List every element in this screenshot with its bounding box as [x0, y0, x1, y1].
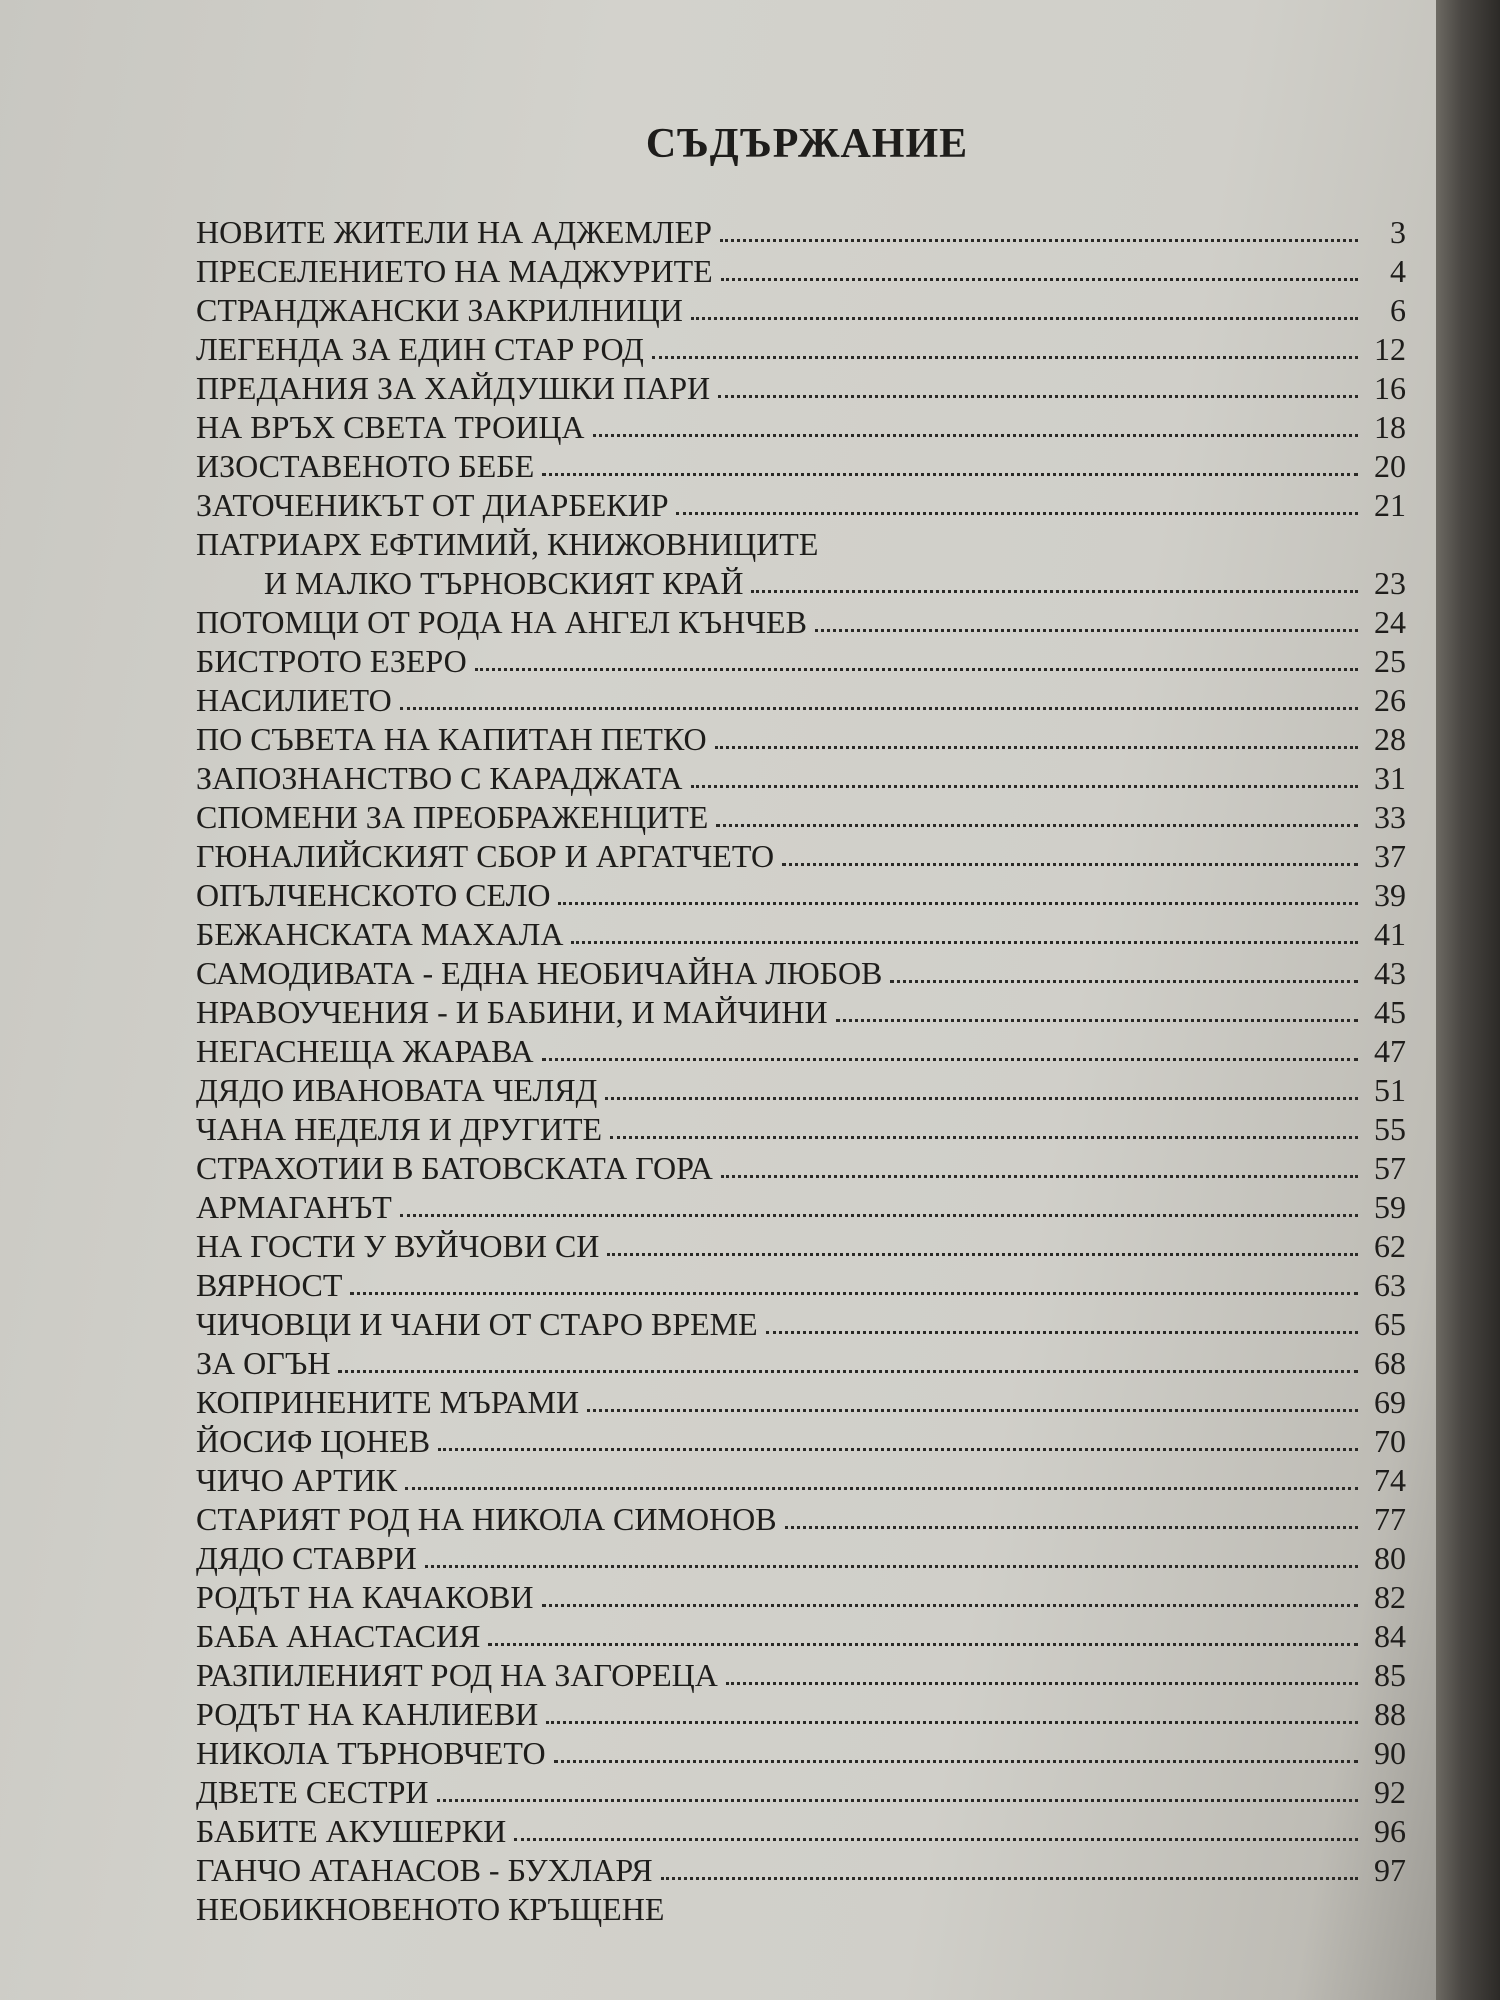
toc-entry [196, 1031, 1406, 1070]
toc-entry-title: БИСТРОТО ЕЗЕРО [196, 643, 467, 679]
dot-leader [488, 1643, 1358, 1646]
toc-entry [196, 290, 1406, 329]
toc-page-number: 21 [1374, 487, 1406, 523]
toc-page-number: 69 [1374, 1384, 1406, 1420]
dot-leader [605, 1097, 1358, 1100]
toc-entry-title: БАБИТЕ АКУШЕРКИ [196, 1813, 507, 1849]
toc-entry [196, 1226, 1406, 1265]
toc-page-number: 33 [1374, 799, 1406, 835]
toc-entry-title: ЙОСИФ ЦОНЕВ [196, 1423, 431, 1459]
dot-leader [718, 395, 1358, 398]
toc-entry-title: ПРЕДАНИЯ ЗА ХАЙДУШКИ ПАРИ [196, 370, 711, 406]
toc-entry-continuation [196, 563, 1406, 602]
toc-page-number: 85 [1374, 1657, 1406, 1693]
toc-entry-title: СТАРИЯТ РОД НА НИКОЛА СИМОНОВ [196, 1501, 777, 1537]
toc-entry [196, 758, 1406, 797]
dot-leader [587, 1409, 1358, 1412]
toc-entry-title: НА ГОСТИ У ВУЙЧОВИ СИ [196, 1228, 600, 1264]
toc-page-number: 28 [1374, 721, 1406, 757]
toc-page-number: 59 [1374, 1189, 1406, 1225]
toc-page-number: 25 [1374, 643, 1406, 679]
dot-leader [514, 1838, 1358, 1841]
toc-page-number: 16 [1374, 370, 1406, 406]
toc-entry [196, 1070, 1406, 1109]
toc-page-number: 92 [1374, 1774, 1406, 1810]
toc-entry [196, 524, 1406, 563]
toc-entry [196, 992, 1406, 1031]
toc-entry [196, 1304, 1406, 1343]
dot-leader [558, 902, 1358, 905]
dot-leader [691, 785, 1358, 788]
toc-entry [196, 1772, 1406, 1811]
toc-entry-title: ДВЕТЕ СЕСТРИ [196, 1774, 429, 1810]
toc-entry [196, 953, 1406, 992]
toc-page-number: 57 [1374, 1150, 1406, 1186]
dot-leader [554, 1760, 1358, 1763]
toc-page-number: 37 [1374, 838, 1406, 874]
toc-page-number: 41 [1374, 916, 1406, 952]
toc-entry-title: ДЯДО ИВАНОВАТА ЧЕЛЯД [196, 1072, 598, 1108]
toc-entry-title: РОДЪТ НА КАНЛИЕВИ [196, 1696, 539, 1732]
toc-page-number: 18 [1374, 409, 1406, 445]
toc-entry [196, 1343, 1406, 1382]
dot-leader [593, 434, 1358, 437]
toc-entry [196, 641, 1406, 680]
toc-entry [196, 1616, 1406, 1655]
toc-entry [196, 797, 1406, 836]
dot-leader [716, 824, 1358, 827]
toc-entry [196, 1889, 1406, 1928]
toc-page-number: 3 [1390, 214, 1406, 250]
toc-page-number: 31 [1374, 760, 1406, 796]
toc-entry-title: ЛЕГЕНДА ЗА ЕДИН СТАР РОД [196, 331, 644, 367]
dot-leader [721, 278, 1358, 281]
dot-leader [691, 317, 1358, 320]
toc-page-number: 26 [1374, 682, 1406, 718]
dot-leader [405, 1487, 1358, 1490]
dot-leader [610, 1136, 1358, 1139]
toc-page-number: 62 [1374, 1228, 1406, 1264]
toc-page-number: 77 [1374, 1501, 1406, 1537]
toc-page-number: 4 [1390, 253, 1406, 289]
toc-entry-title: НОВИТЕ ЖИТЕЛИ НА АДЖЕМЛЕР [196, 214, 712, 250]
dot-leader [400, 707, 1358, 710]
dot-leader [475, 668, 1358, 671]
dot-leader [438, 1448, 1358, 1451]
toc-entry [196, 1499, 1406, 1538]
toc-entry [196, 212, 1406, 251]
dot-leader [607, 1253, 1358, 1256]
toc-entry-title: САМОДИВАТА - ЕДНА НЕОБИЧАЙНА ЛЮБОВ [196, 955, 883, 991]
toc-entry-title: ОПЪЛЧЕНСКОТО СЕЛО [196, 877, 551, 913]
toc-page-number: 47 [1374, 1033, 1406, 1069]
toc-entry-title: ВЯРНОСТ [196, 1267, 343, 1303]
toc-page-number: 74 [1374, 1462, 1406, 1498]
toc-page-number: 6 [1390, 292, 1406, 328]
toc-entry [196, 1265, 1406, 1304]
toc-entry [196, 407, 1406, 446]
toc-entry [196, 329, 1406, 368]
toc-entry [196, 1148, 1406, 1187]
toc-entry-title: БАБА АНАСТАСИЯ [196, 1618, 481, 1654]
toc-entry-title: СТРАХОТИИ В БАТОВСКАТА ГОРА [196, 1150, 713, 1186]
toc-entry-title: ЧИЧОВЦИ И ЧАНИ ОТ СТАРО ВРЕМЕ [196, 1306, 758, 1342]
toc-entry [196, 1460, 1406, 1499]
toc-entry [196, 1538, 1406, 1577]
dot-leader [726, 1682, 1358, 1685]
toc-entry-title: ПРЕСЕЛЕНИЕТО НА МАДЖУРИТЕ [196, 253, 713, 289]
page-edge-shadow [1436, 0, 1500, 2000]
dot-leader [720, 239, 1358, 242]
toc-page-number: 51 [1374, 1072, 1406, 1108]
toc-entry [196, 1187, 1406, 1226]
toc-entry-title: ПАТРИАРХ ЕФТИМИЙ, КНИЖОВНИЦИТЕ [196, 526, 819, 562]
toc-page-number: 84 [1374, 1618, 1406, 1654]
toc-page-number: 65 [1374, 1306, 1406, 1342]
dot-leader [890, 980, 1358, 983]
toc-entry-title: ИЗОСТАВЕНОТО БЕБЕ [196, 448, 535, 484]
dot-leader [542, 473, 1358, 476]
toc-page-number: 55 [1374, 1111, 1406, 1147]
toc-page-number: 88 [1374, 1696, 1406, 1732]
toc-entry-title: НЕОБИКНОВЕНОТО КРЪЩЕНЕ [196, 1891, 665, 1927]
toc-entry-title: ЧАНА НЕДЕЛЯ И ДРУГИТЕ [196, 1111, 603, 1147]
toc-entry-title: ЗАПОЗНАНСТВО С КАРАДЖАТА [196, 760, 683, 796]
toc-entry [196, 1382, 1406, 1421]
toc-page-number: 70 [1374, 1423, 1406, 1459]
toc-entry [196, 368, 1406, 407]
toc-entry-title: КОПРИНЕНИТЕ МЪРАМИ [196, 1384, 580, 1420]
toc-page-number: 23 [1374, 565, 1406, 601]
toc-entry [196, 914, 1406, 953]
toc-page-number: 90 [1374, 1735, 1406, 1771]
dot-leader [437, 1799, 1359, 1802]
toc-entry-title: НЕГАСНЕЩА ЖАРАВА [196, 1033, 534, 1069]
toc-page-number: 20 [1374, 448, 1406, 484]
toc-entry [196, 251, 1406, 290]
dot-leader [546, 1721, 1358, 1724]
toc-page-number: 68 [1374, 1345, 1406, 1381]
page-title: СЪДЪРЖАНИЕ [645, 121, 969, 167]
toc-entry-title: ПОТОМЦИ ОТ РОДА НА АНГЕЛ КЪНЧЕВ [196, 604, 807, 640]
dot-leader [676, 512, 1358, 515]
toc-page-number: 96 [1374, 1813, 1406, 1849]
dot-leader [785, 1526, 1358, 1529]
toc-entry-title: БЕЖАНСКАТА МАХАЛА [196, 916, 564, 952]
toc-entry-title: РОДЪТ НА КАЧАКОВИ [196, 1579, 534, 1615]
dot-leader [652, 356, 1358, 359]
toc-page-number: 45 [1374, 994, 1406, 1030]
toc-entry-title: НАСИЛИЕТО [196, 682, 392, 718]
table-of-contents [196, 212, 1406, 1928]
toc-page-number: 43 [1374, 955, 1406, 991]
toc-page-number: 24 [1374, 604, 1406, 640]
dot-leader [542, 1058, 1358, 1061]
dot-leader [661, 1877, 1358, 1880]
toc-entry-title: ГЮНАЛИЙСКИЯТ СБОР И АРГАТЧЕТО [196, 838, 775, 874]
toc-entry [196, 1694, 1406, 1733]
dot-leader [400, 1214, 1358, 1217]
dot-leader [542, 1604, 1359, 1607]
dot-leader [782, 863, 1358, 866]
toc-entry [196, 836, 1406, 875]
toc-entry [196, 485, 1406, 524]
dot-leader [715, 746, 1358, 749]
toc-entry-title: ЗА ОГЪН [196, 1345, 331, 1381]
toc-entry-title: ЧИЧО АРТИК [196, 1462, 398, 1498]
dot-leader [836, 1019, 1358, 1022]
toc-page-number: 39 [1374, 877, 1406, 913]
toc-entry [196, 719, 1406, 758]
toc-entry-title: НА ВРЪХ СВЕТА ТРОИЦА [196, 409, 585, 445]
toc-entry [196, 1733, 1406, 1772]
toc-entry-title: ДЯДО СТАВРИ [196, 1540, 417, 1576]
toc-page-number: 12 [1374, 331, 1406, 367]
toc-entry [196, 1850, 1406, 1889]
toc-entry-title: АРМАГАНЪТ [196, 1189, 392, 1225]
toc-entry-title: РАЗПИЛЕНИЯТ РОД НА ЗАГОРЕЦА [196, 1657, 718, 1693]
toc-page-number: 97 [1374, 1852, 1406, 1888]
toc-entry [196, 875, 1406, 914]
toc-entry [196, 1577, 1406, 1616]
toc-entry-title: И МАЛКО ТЪРНОВСКИЯТ КРАЙ [264, 565, 744, 601]
dot-leader [721, 1175, 1358, 1178]
toc-entry [196, 680, 1406, 719]
dot-leader [350, 1292, 1358, 1295]
dot-leader [751, 590, 1358, 593]
toc-entry [196, 446, 1406, 485]
toc-entry-title: ПО СЪВЕТА НА КАПИТАН ПЕТКО [196, 721, 707, 757]
toc-entry-title: НРАВОУЧЕНИЯ - И БАБИНИ, И МАЙЧИНИ [196, 994, 828, 1030]
dot-leader [815, 629, 1358, 632]
dot-leader [571, 941, 1358, 944]
toc-page-number: 63 [1374, 1267, 1406, 1303]
dot-leader [766, 1331, 1358, 1334]
toc-entry [196, 602, 1406, 641]
dot-leader [425, 1565, 1358, 1568]
toc-entry-title: ГАНЧО АТАНАСОВ - БУХЛАРЯ [196, 1852, 653, 1888]
toc-entry-title: СПОМЕНИ ЗА ПРЕОБРАЖЕНЦИТЕ [196, 799, 709, 835]
toc-entry [196, 1109, 1406, 1148]
toc-page-number: 80 [1374, 1540, 1406, 1576]
toc-page-number: 82 [1374, 1579, 1406, 1615]
dot-leader [338, 1370, 1358, 1373]
toc-entry [196, 1421, 1406, 1460]
toc-entry [196, 1811, 1406, 1850]
toc-entry-title: НИКОЛА ТЪРНОВЧЕТО [196, 1735, 546, 1771]
toc-entry-title: СТРАНДЖАНСКИ ЗАКРИЛНИЦИ [196, 292, 683, 328]
toc-entry-title: ЗАТОЧЕНИКЪТ ОТ ДИАРБЕКИР [196, 487, 669, 523]
toc-entry [196, 1655, 1406, 1694]
